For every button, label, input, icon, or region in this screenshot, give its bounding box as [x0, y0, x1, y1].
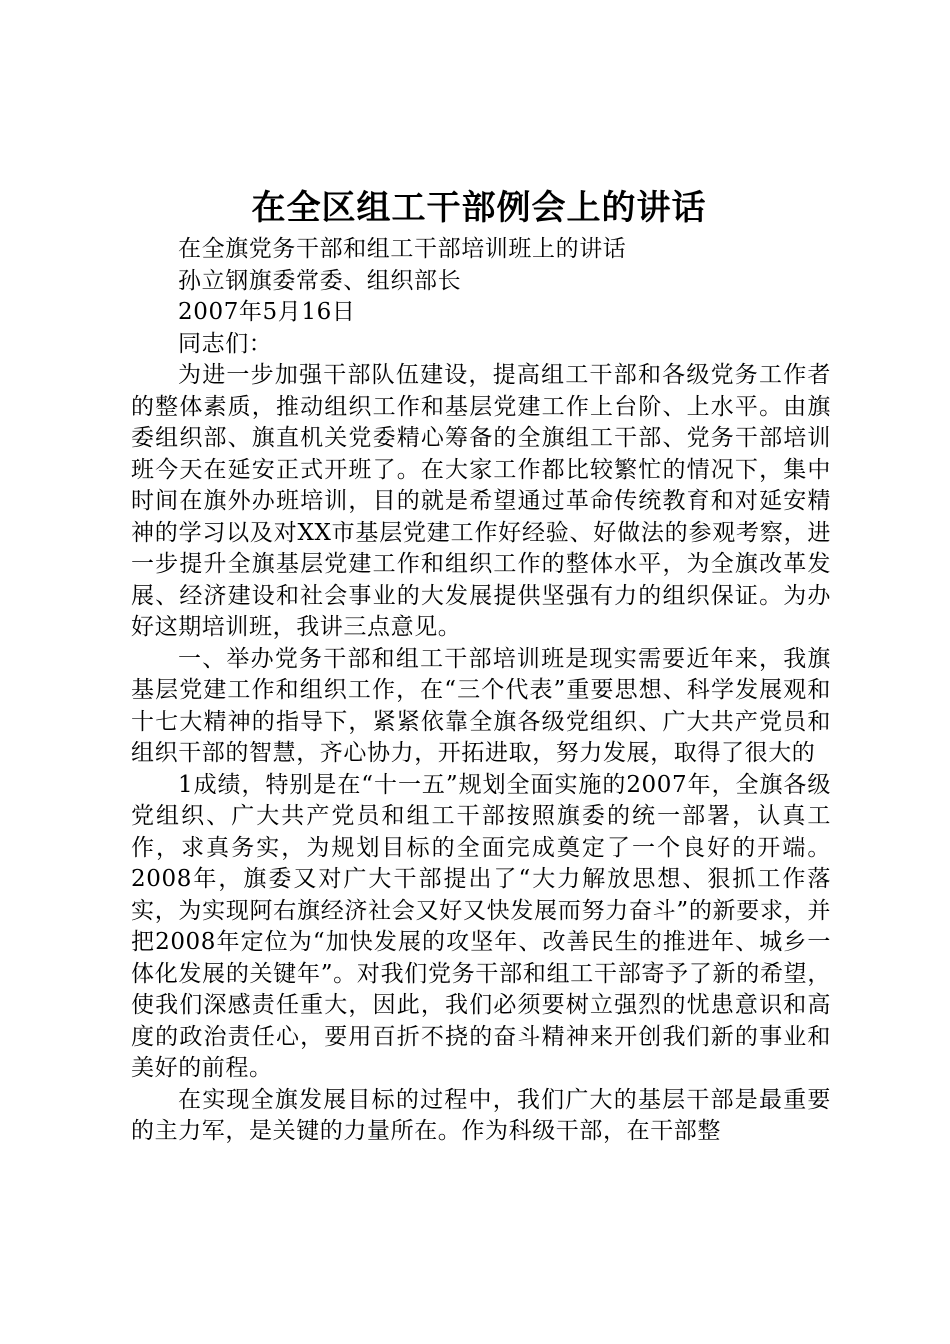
subtitle: 在全旗党务干部和组工干部培训班上的讲话: [178, 236, 627, 262]
date-line: 2007年5月16日: [178, 299, 356, 325]
paragraph: 在实现全旗发展目标的过程中，我们广大的基层干部是最重要的主力军，是关键的力量所在。作为科级干部，在干部整: [131, 1086, 831, 1144]
paragraph: 1成绩，特别是在“十一五”规划全面实施的2007年，全旗各级党组织、广大共产党员和组工干部按照旗委的统一部署，认真工作，求真务实，为规划目标的全面完成奠定了一个良好的开端。2008年，旗委又对广大干部提出了“大力解放思想、狠抓工作落实，为实现阿右旗经济社会又好又快发展而努力奋斗”的新要求，并把2008年定位为“加快发展的攻坚年、改善民生的推进年、城乡一体化发展的关键年”。对我们党务干部和组工干部寄予了新的希望，使我们深感责任重大，因此，我们必须要树立强烈的忧患意识和高度的政治责任心，要用百折不挠的奋斗精神来开创我们新的事业和美好的前程。: [131, 771, 831, 1081]
paragraph: 一、举办党务干部和组工干部培训班是现实需要近年来，我旗基层党建工作和组织工作，在“三个代表”重要思想、科学发展观和十七大精神的指导下，紧紧依靠全旗各级党组织、广大共产党员和组织干部的智慧，齐心协力，开拓进取，努力发展，取得了很大的: [131, 645, 831, 766]
document-title: 在全区组工干部例会上的讲话: [251, 188, 707, 228]
paragraph: 为进一步加强干部队伍建设，提高组工干部和各级党务工作者的整体素质，推动组织工作和基层党建工作上台阶、上水平。由旗委组织部、旗直机关党委精心筹备的全旗组工干部、党务干部培训班今天在延安正式开班了。在大家工作都比较繁忙的情况下，集中时间在旗外办班培训，目的就是希望通过革命传统教育和对延安精神的学习以及对XX市基层党建工作好经验、好做法的参观考察，进一步提升全旗基层党建工作和组织工作的整体水平，为全旗改革发展、经济建设和社会事业的大发展提供坚强有力的组织保证。为办好这期培训班，我讲三点意见。: [131, 362, 831, 640]
author-line: 孙立钢旗委常委、组织部长: [178, 267, 462, 294]
salutation: 同志们：: [178, 330, 273, 357]
document-body: [131, 234, 831, 1148]
